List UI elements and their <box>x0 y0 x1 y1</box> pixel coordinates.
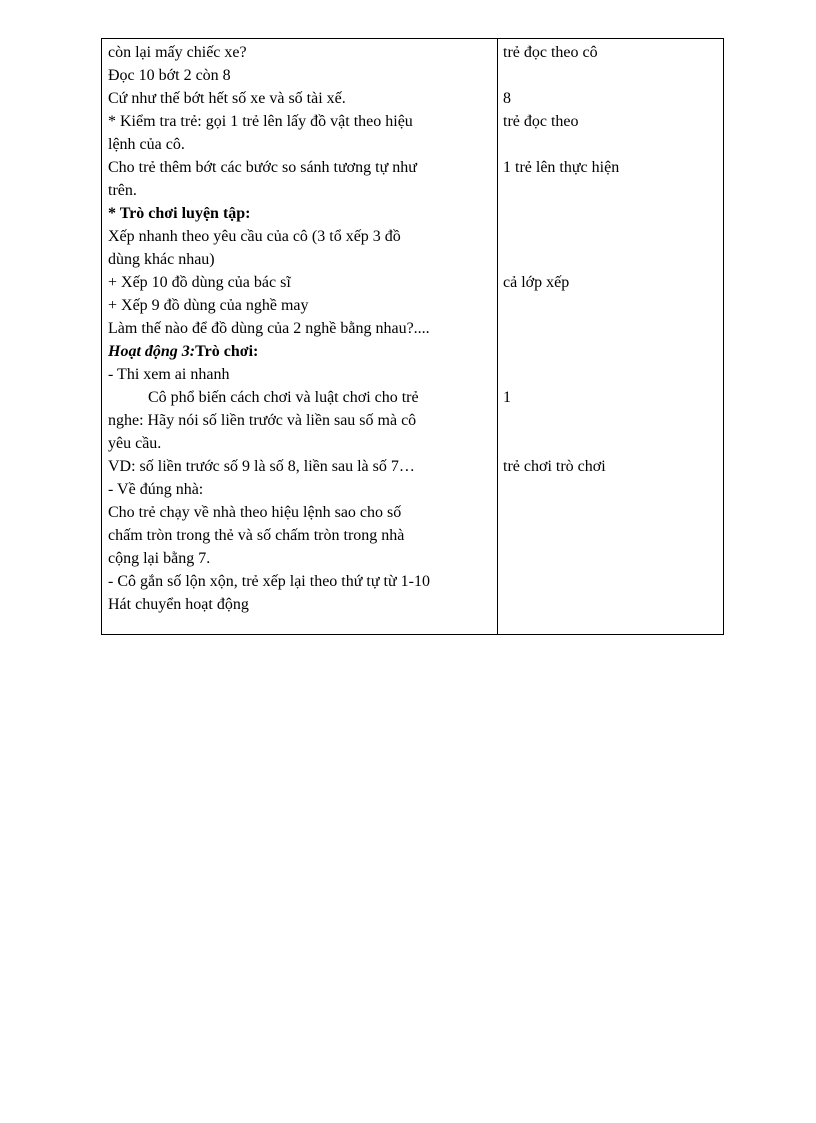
left-line: Cho trẻ chạy về nhà theo hiệu lệnh sao cho số <box>108 504 402 521</box>
right-line: trẻ đọc theo cô <box>503 44 598 61</box>
left-line: - Thi xem ai nhanh <box>108 366 230 383</box>
column-divider <box>497 39 498 634</box>
left-line: Cô phổ biến cách chơi và luật chơi cho trẻ <box>148 389 419 406</box>
left-line: yêu cầu. <box>108 435 162 452</box>
left-line: Làm thế nào để đồ dùng của 2 nghề bằng nhau?.... <box>108 320 430 337</box>
left-line: Đọc 10 bớt 2 còn 8 <box>108 67 231 84</box>
left-line: dùng khác nhau) <box>108 251 215 268</box>
section-heading-practice-game: * Trò chơi luyện tập: <box>108 205 251 222</box>
left-line: lệnh của cô. <box>108 136 185 153</box>
right-line: trẻ chơi trò chơi <box>503 458 606 475</box>
right-line: 1 trẻ lên thực hiện <box>503 159 620 176</box>
left-line: trên. <box>108 182 137 199</box>
left-line: - Cô gắn số lộn xộn, trẻ xếp lại theo thứ tự từ 1-10 <box>108 573 430 590</box>
left-line: + Xếp 9 đồ dùng của nghề may <box>108 297 309 314</box>
left-line: VD: số liền trước số 9 là số 8, liền sau là số 7… <box>108 458 415 475</box>
left-line: * Kiểm tra trẻ: gọi 1 trẻ lên lấy đồ vật theo hiệu <box>108 113 413 130</box>
activity-3-title: Trò chơi: <box>195 343 259 360</box>
left-line: cộng lại bằng 7. <box>108 550 211 567</box>
left-line: nghe: Hãy nói số liền trước và liền sau số mà cô <box>108 412 417 429</box>
right-line: 8 <box>503 90 511 107</box>
left-line: Cho trẻ thêm bớt các bước so sánh tương tự như <box>108 159 417 176</box>
right-line: cả lớp xếp <box>503 274 570 291</box>
activity-3-label: Hoạt động 3: <box>108 343 196 360</box>
left-line: Hát chuyển hoạt động <box>108 596 249 613</box>
right-line: 1 <box>503 389 511 406</box>
left-line: - Về đúng nhà: <box>108 481 204 498</box>
activity-3-heading <box>108 340 258 363</box>
left-line: + Xếp 10 đồ dùng của bác sĩ <box>108 274 291 291</box>
left-line: còn lại mấy chiếc xe? <box>108 44 247 61</box>
left-line: Xếp nhanh theo yêu cầu của cô (3 tổ xếp 3 đồ <box>108 228 401 245</box>
right-line: trẻ đọc theo <box>503 113 579 130</box>
lesson-table <box>101 38 724 635</box>
left-line: chấm tròn trong thẻ và số chấm tròn trong nhà <box>108 527 405 544</box>
left-line: Cứ như thế bớt hết số xe và số tài xế. <box>108 90 346 107</box>
